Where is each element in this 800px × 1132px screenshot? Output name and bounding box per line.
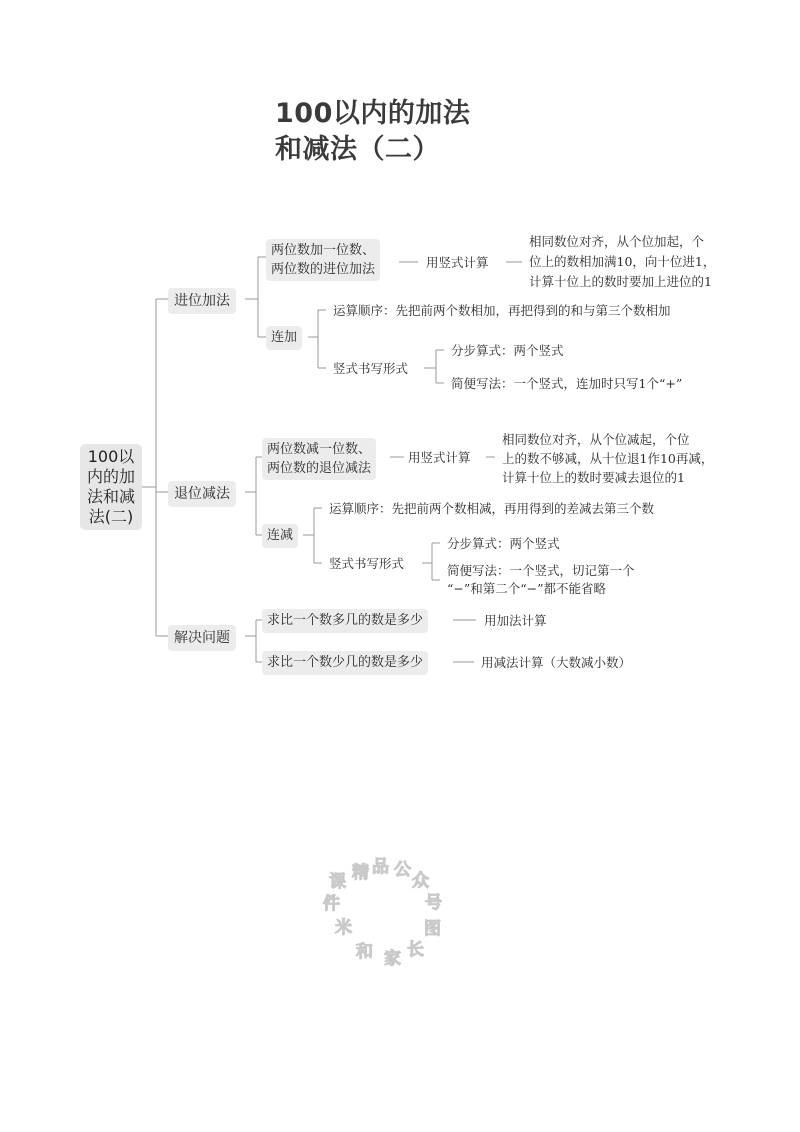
borrow-sub-desc-line: 相同数位对齐，从个位减起，个位 — [502, 432, 690, 447]
title-line-1: 100以内的加法 — [275, 98, 471, 129]
carry-connector — [245, 257, 266, 337]
lianjia-order: 运算顺序：先把前两个数相加，再把得到的和与第三个数相加 — [333, 303, 671, 318]
borrow-sub-type-node — [262, 438, 376, 480]
lianjia-format: 竖式书写形式 — [333, 361, 409, 376]
carry-add-desc-line: 相同数位对齐，从个位加起，个 — [529, 234, 705, 249]
watermark-char: 米 — [335, 918, 352, 938]
carry-add-type-line: 两位数加一位数、 — [271, 243, 376, 258]
lianjian-simple-line: “−”和第二个“−”都不能省略 — [447, 581, 607, 596]
watermark-char: 件 — [323, 894, 340, 914]
lianjian-node: 连减 — [262, 524, 298, 548]
root-connector — [142, 299, 168, 636]
borrow-sub-type-line: 两位数的退位减法 — [267, 461, 372, 476]
solve-method-connector — [453, 620, 476, 662]
carry-add-method: 用竖式计算 — [426, 255, 489, 270]
lianjian-order: 运算顺序：先把前两个数相减，再用得到的差减去第三个数 — [329, 501, 655, 516]
carry-add-type-line: 两位数的进位加法 — [271, 262, 376, 277]
root-line: 内的加 — [86, 467, 135, 486]
carry-add-type-node — [266, 239, 380, 281]
root-line: 法(二) — [88, 507, 134, 526]
watermark-char: 号 — [425, 893, 442, 913]
solve-more-node: 求比一个数多几的数是多少 — [262, 609, 428, 633]
borrow-sub-type-line: 两位数减一位数、 — [267, 442, 372, 457]
borrow-sub-method: 用竖式计算 — [408, 450, 471, 465]
borrow-format-connector — [422, 543, 440, 580]
lianjian-simple-line: 简便写法：一个竖式，切记第一个 — [447, 563, 635, 578]
borrow-sub-description — [502, 430, 713, 487]
lianjian-format: 竖式书写形式 — [329, 556, 405, 571]
watermark-char: 和 — [356, 942, 373, 962]
root-line: 100以 — [87, 447, 135, 466]
title-line-2: 和减法（二） — [275, 134, 440, 165]
carry-format-connector — [424, 350, 444, 383]
lianjia-connector — [308, 310, 326, 368]
solve-node: 解决问题 — [168, 625, 236, 651]
borrow-sub-desc-line: 上的数不够减，从十位退1作10再减， — [502, 451, 714, 466]
carry-add-desc-line: 计算十位上的数时要加上进位的1 — [529, 274, 712, 289]
solve-less-node: 求比一个数少几的数是多少 — [262, 651, 428, 675]
watermark-char: 公 — [394, 860, 411, 880]
solve-connector — [245, 620, 262, 662]
carry-add-node: 进位加法 — [168, 288, 236, 314]
lianjia-node: 连加 — [266, 326, 302, 350]
watermark-char: 众 — [412, 871, 429, 891]
solve-more-method: 用加法计算 — [484, 613, 547, 628]
carry-add-description — [529, 232, 715, 292]
borrow-sub-node: 退位减法 — [168, 481, 236, 507]
lianjian-connector — [303, 508, 322, 563]
solve-less-method: 用减法计算（大数减小数） — [481, 655, 632, 670]
watermark-char: 家 — [384, 949, 401, 969]
root-node — [80, 444, 142, 530]
carry-add-desc-line: 位上的数相加满10，向十位进1， — [529, 254, 716, 269]
watermark-char: 图 — [424, 919, 441, 939]
lianjia-step: 分步算式：两个竖式 — [451, 343, 564, 358]
watermark-char: 长 — [407, 940, 424, 960]
lianjian-step: 分步算式：两个竖式 — [447, 536, 560, 551]
root-line: 法和减 — [86, 487, 135, 506]
watermark-char: 品 — [372, 857, 389, 877]
watermark-char: 课 — [329, 872, 346, 892]
lianjian-simple — [447, 562, 635, 598]
lianjia-simple: 简便写法：一个竖式，连加时只写1个“+” — [451, 376, 683, 391]
borrow-sub-desc-line: 计算十位上的数时要减去退位的1 — [502, 470, 685, 485]
watermark-char: 精 — [352, 863, 369, 883]
borrow-connector — [245, 457, 262, 535]
